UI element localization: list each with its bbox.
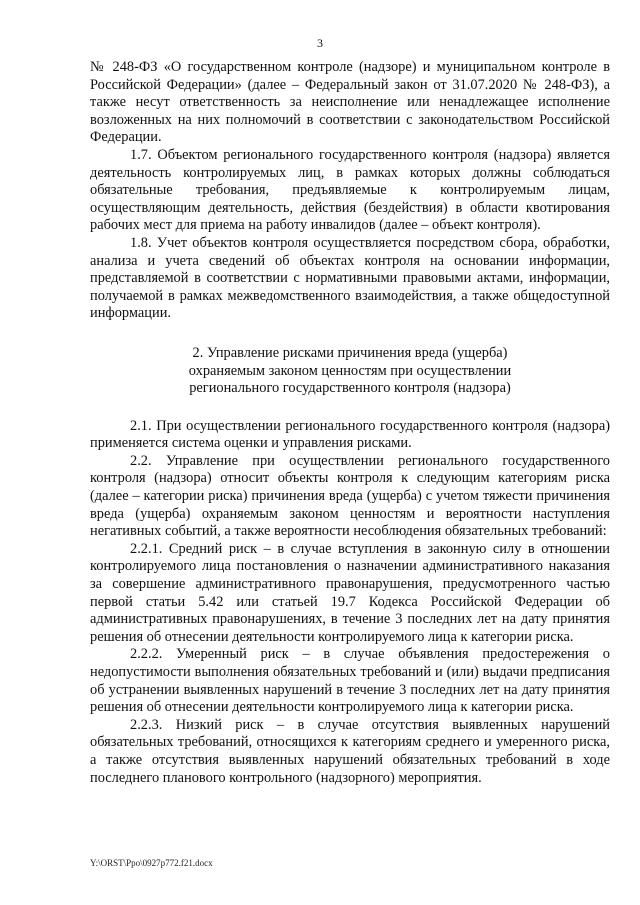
paragraph-1-7: 1.7. Объектом регионального государственного контроля (надзора) является деятельность контролируемых лиц, в рамках которых должны соблюдаться обязательные требования, предъявляемые к контролируемым лицам, осуществляющим деятельность, действия (бездействия) в области квотирования рабочих мест для приема на работу инвалидов (далее – объект контроля). [90,146,610,234]
paragraph-2-1: 2.1. При осуществлении регионального государственного контроля (надзора) применяется система оценки и управления рисками. [90,417,610,452]
paragraph-2-2: 2.2. Управление при осуществлении регионального государственного контроля (надзора) относит объекты контроля к следующим категориям риска (далее – категории риска) причинения вреда (ущерба) с учетом тяжести причинения вреда (ущерба) охраняемым законом ценностям и вероятности наступления негативных событий, а также вероятности несоблюдения обязательных требований: [90,452,610,540]
section-heading-line: охраняемым законом ценностям при осуществлении [188,362,512,379]
section-heading-line: 2. Управление рисками причинения вреда (ущерба) [192,344,508,361]
paragraph-2-2-3: 2.2.3. Низкий риск – в случае отсутствия выявленных нарушений обязательных требований, относящихся к категориям среднего и умеренного риска, а также отсутствия выявленных нарушений обязательных требований в ходе последнего планового контрольного (надзорного) мероприятия. [90,716,610,786]
section-heading-line: регионального государственного контроля (надзора) [189,380,511,397]
file-path-footer: Y:\ORST\Ppo\0927p772.f21.docx [90,858,213,868]
page-number: 3 [317,36,323,50]
paragraph-1-8: 1.8. Учет объектов контроля осуществляется посредством сбора, обработки, анализа и учета сведений об объектах контроля на основании информации, представляемой в соответствии с нормативными правовыми актами, информации, получаемой в рамках межведомственного взаимодействия, а также общедоступной информации. [90,234,610,322]
paragraph-2-2-2: 2.2.2. Умеренный риск – в случае объявления предостережения о недопустимости выполнения обязательных требований и (или) выдачи предписания об устранении выявленных нарушений в течение 3 последних лет на дату принятия решения об отнесении деятельности контролируемого лица к категории риска. [90,646,610,716]
section-heading [90,345,610,398]
paragraph-continuation: № 248-ФЗ «О государственном контроле (надзоре) и муниципальном контроле в Российской Федерации» (далее – Федеральный закон от 31.07.2020 № 248-ФЗ), а также несут ответственность за неисполнение или ненадлежащее исполнение возложенных на них полномочий в соответствии с законодательством Российской Федерации. [90,59,610,146]
document-body [90,59,610,787]
paragraph-2-2-1: 2.2.1. Средний риск – в случае вступления в законную силу в отношении контролируемого лица постановления о назначении административного наказания за совершение административного правонарушения, предусмотренного частью первой статьи 5.42 или статьей 19.7 Кодекса Российской Федерации об административных правонарушениях, в течение 3 последних лет на дату принятия решения об отнесении деятельности контролируемого лица к категории риска. [90,540,610,645]
